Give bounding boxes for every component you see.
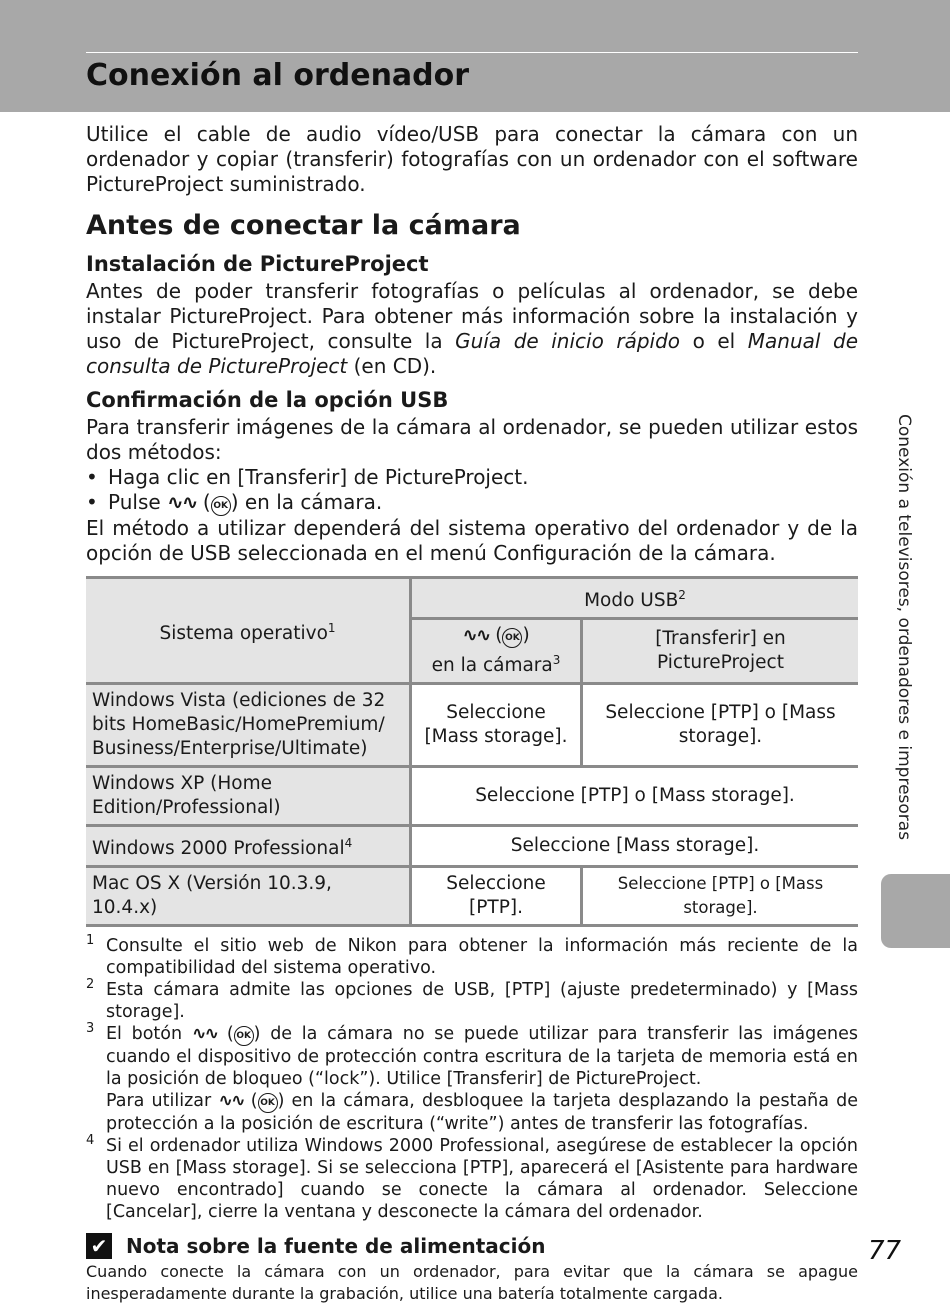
tip-text: Cuando conecte la cámara con un ordenador, para evitar que la cámara se apague inesperadamente durante la grabación, utilice una batería totalmente cargada. [86,1262,858,1304]
list-item: • Haga clic en [Transferir] de PictureProject. [86,465,529,489]
main-content [86,122,858,1305]
ok-button-icon: OK [211,496,231,516]
usb-mode-header: Modo USB$^2$ [411,578,859,619]
transfer-icon: ∿∿ [167,490,197,514]
os-cell: Windows 2000 Professional$^4$ [86,826,411,867]
pictureproject-cell: Seleccione [PTP] o [Mass storage]. [582,684,859,767]
pictureproject-cell: Seleccione [PTP] o [Mass storage]. [582,867,859,926]
list-item: • Pulse ∿∿ ( OK ) en la cámara. [86,490,383,514]
transfer-icon: ∿∿ [191,1024,218,1045]
os-cell: Mac OS X (Versión 10.3.9, 10.4.x) [86,867,411,926]
merged-cell: Seleccione [PTP] o [Mass storage]. [411,767,859,826]
side-tab [881,874,950,948]
merged-cell: Seleccione [Mass storage]. [411,826,859,867]
header-band [0,0,950,112]
os-cell: Windows Vista (ediciones de 32 bits HomeBasic/HomePremium/ Business/Enterprise/Ultimate) [86,684,411,767]
footnote: 1 Consulte el sitio web de Nikon para obtener la información más reciente de la compatibilidad del sistema operativo. [86,933,858,979]
header-rule [86,52,858,53]
usb-heading: Confirmación de la opción USB [86,388,449,412]
usb-after-paragraph: El método a utilizar dependerá del sistema operativo del ordenador y de la opción de USB seleccionada en el menú Configuración de la cámara. [86,516,858,565]
intro-paragraph: Utilice el cable de audio vídeo/USB para conectar la cámara con un ordenador y copiar (transferir) fotografías con un ordenador con el software PictureProject suministrado. [86,122,858,196]
os-column-header: Sistema operativo$^1$ [86,578,411,684]
footnote: 4 Si el ordenador utiliza Windows 2000 Professional, asegúrese de establecer la opción USB en [Mass storage]. Si se selecciona [PTP], aparecerá el [Asistente para hardware nuevo encontrado] cuando se conecte la cámara al ordenador. Seleccione [Cancelar], cierre la ventana y desconecte la cámara del ordenador. [86,1133,858,1223]
pictureproject-column-header: [Transferir] en PictureProject [582,619,859,684]
section-title: Antes de conectar la cámara [86,210,521,241]
camera-cell: Seleccione [PTP]. [411,867,582,926]
page-number: 77 [868,1236,902,1266]
usb-mode-table [86,576,858,927]
footnote: 2 Esta cámara admite las opciones de USB, [PTP] (ajuste predeterminado) y [Mass storage]. [86,977,858,1023]
os-cell: Windows XP (Home Edition/Professional) [86,767,411,826]
table-row [86,867,858,926]
footnotes [86,935,858,1223]
tip-heading: ✔ Nota sobre la fuente de alimentación [86,1233,858,1259]
methods-list [86,465,858,516]
table-row [86,684,858,767]
install-paragraph: Antes de poder transferir fotografías o películas al ordenador, se debe instalar PictureProject. Para obtener más información sobre la instalación y uso de PictureProject, consulte la Guía de inicio rápido o el Manual de consulta de PictureProject (en CD). [86,279,859,378]
footnote: 3 El botón ∿∿ ( OK ) de la cámara no se puede utilizar para transferir las imágenes cuando el dispositivo de protección contra escritura de la tarjeta de memoria está en la posición de bloqueo (“lock”). Utilice [Transferir] de PictureProject. Para utilizar ∿∿ ( OK ) en la cámara, desbloquee la tarjeta desplazando la pestaña de protección a la posición de escritura (“write”) antes de transferir las fotografías. [86,1021,858,1135]
ok-button-icon: OK [258,1093,278,1113]
ok-button-icon: OK [234,1026,254,1046]
table-row [86,826,858,867]
transfer-icon: ∿∿ [218,1091,244,1112]
table-row [86,767,858,826]
ok-button-icon: OK [502,628,522,648]
install-heading: Instalación de PictureProject [86,252,429,276]
transfer-icon: ∿∿ [462,625,490,647]
camera-column-header: ∿∿ ( OK ) en la cámara$^3$ [411,619,582,684]
quick-start-guide-ref: Guía de inicio rápido [455,329,681,353]
camera-cell: Seleccione [Mass storage]. [411,684,582,767]
page-title: Conexión al ordenador [86,58,470,93]
reference-manual-ref: Manual de consulta de PictureProject [86,329,859,378]
side-label: Conexión a televisores, ordenadores e impresoras [894,414,914,841]
usb-paragraph: Para transferir imágenes de la cámara al ordenador, se pueden utilizar estos dos métodos: [86,415,858,464]
checkmark-icon: ✔ [86,1233,112,1259]
